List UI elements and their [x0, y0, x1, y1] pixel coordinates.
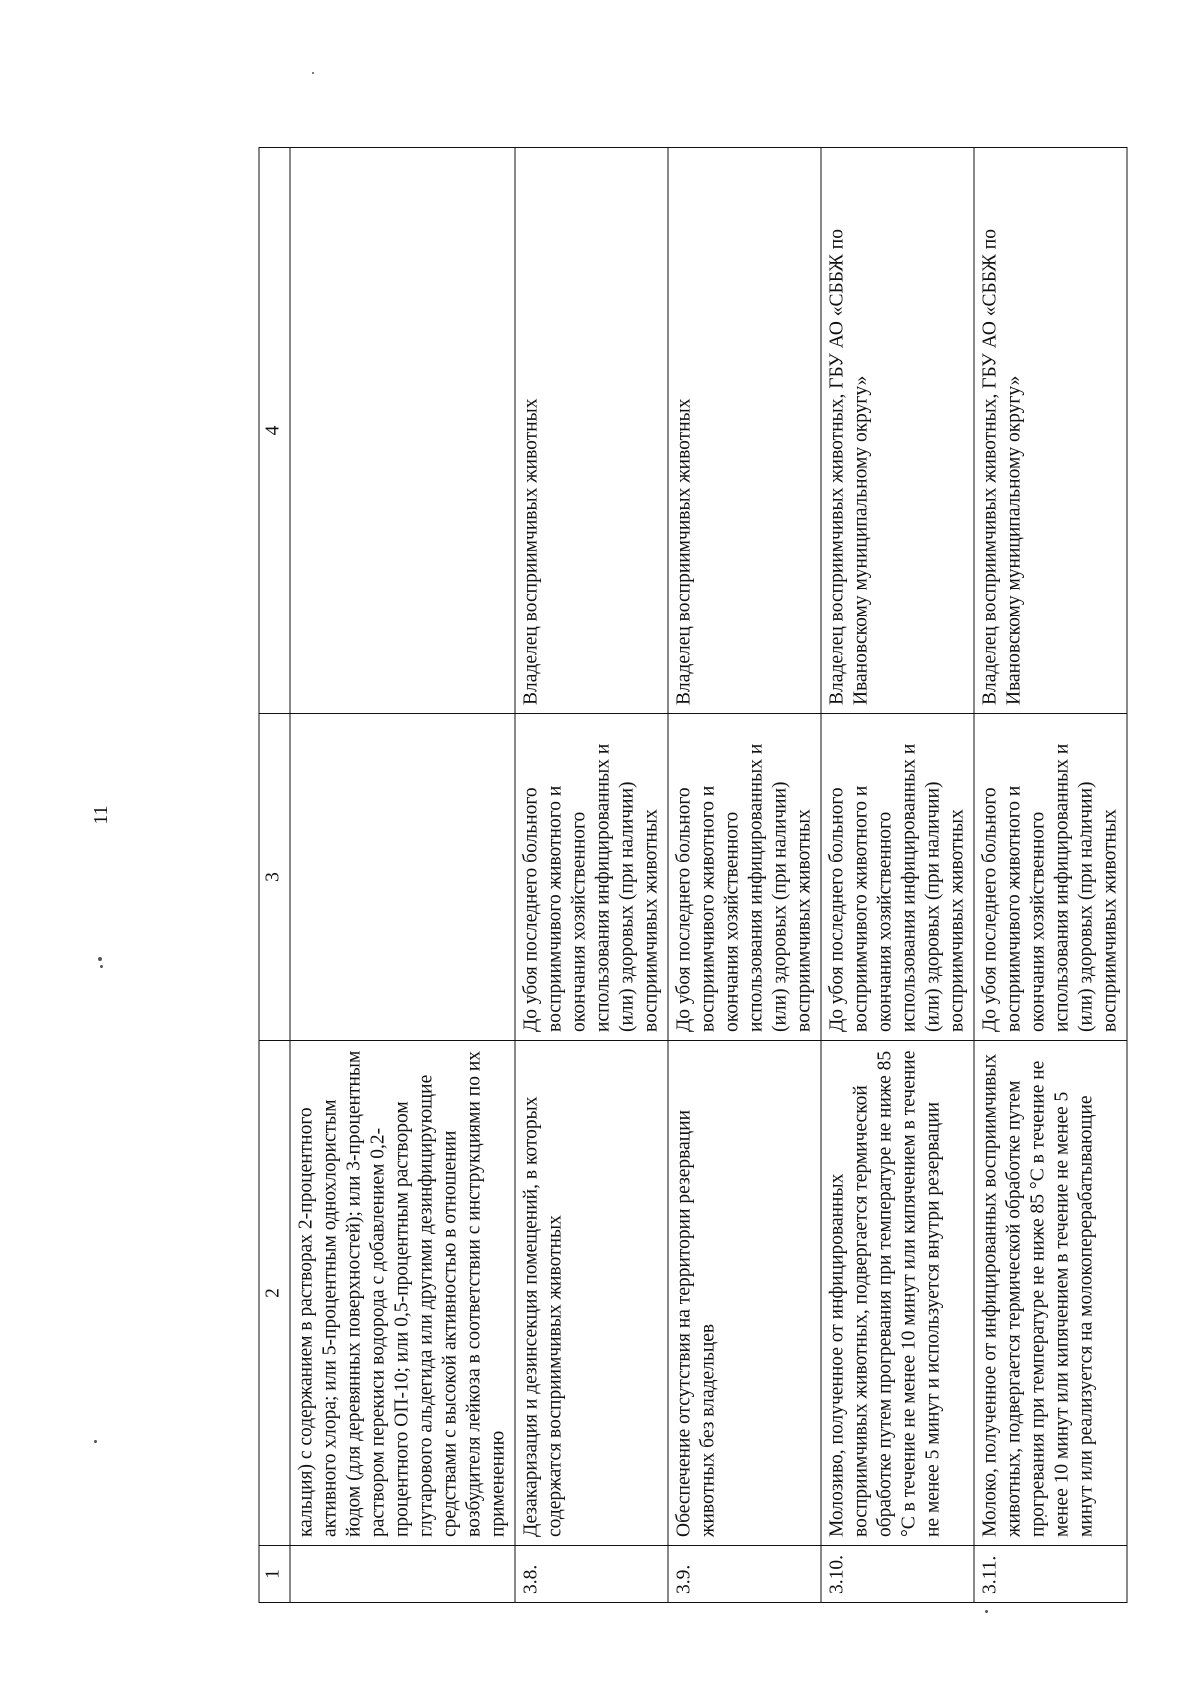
table-row: [668, 148, 821, 1603]
measure-cell: Молозиво, полученное от инфицированных восприимчивых животных, подвергается термической обработке путем прогревания при температуре не ниже 85 °С в течение не менее 10 минут или кипячением в течение не менее 5 минут и используется внутри резервации: [821, 1041, 974, 1546]
deadline-cell: До убоя последнего больного восприимчивого животного и окончания хозяйственного использования инфицированных и (или) здоровых (при наличии) восприимчивых животных: [821, 714, 974, 1041]
row-number: [290, 1546, 515, 1603]
column-header-3: 3: [259, 714, 290, 1041]
column-header-2: 2: [259, 1041, 290, 1546]
row-number: 3.10.: [821, 1546, 974, 1603]
table-header-row: [259, 148, 290, 1603]
deadline-cell: До убоя последнего больного восприимчивого животного и окончания хозяйственного использования инфицированных и (или) здоровых (при наличии) восприимчивых животных: [974, 714, 1127, 1041]
deadline-cell: [290, 714, 515, 1041]
scan-speck: [100, 965, 103, 968]
responsible-cell: [290, 148, 515, 714]
measure-cell: Молоко, полученное от инфицированных восприимчивых животных, подвергается термической обработке путем прогревания при температуре не ниже 85 °С в течение не менее 10 минут или кипячением в течение не менее 5 минут или реализуется на молокоперерабатывающие: [974, 1041, 1127, 1546]
scan-speck: [312, 72, 314, 74]
row-number: 3.8.: [515, 1546, 668, 1603]
measures-table: [259, 147, 1128, 1603]
responsible-cell: Владелец восприимчивых животных, ГБУ АО «СББЖ по Ивановскому муниципальному округу»: [821, 148, 974, 714]
table-row: [974, 148, 1127, 1603]
table-row: [515, 148, 668, 1603]
table-row: [290, 148, 515, 1603]
responsible-cell: Владелец восприимчивых животных, ГБУ АО «СББЖ по Ивановскому муниципальному округу»: [974, 148, 1127, 714]
scan-speck: [94, 1440, 97, 1443]
deadline-cell: До убоя последнего больного восприимчивого животного и окончания хозяйственного использования инфицированных и (или) здоровых (при наличии) восприимчивых животных: [668, 714, 821, 1041]
row-number: 3.9.: [668, 1546, 821, 1603]
deadline-cell: До убоя последнего больного восприимчивого животного и окончания хозяйственного использования инфицированных и (или) здоровых (при наличии) восприимчивых животных: [515, 714, 668, 1041]
measure-cell: Дезакаризация и дезинсекция помещений, в которых содержатся восприимчивых животных: [515, 1041, 668, 1546]
measure-cell: Обеспечение отсутствия на территории резервации животных без владельцев: [668, 1041, 821, 1546]
scan-speck: [985, 1610, 988, 1613]
table-row: [821, 148, 974, 1603]
page-number: 11: [90, 805, 112, 825]
responsible-cell: Владелец восприимчивых животных: [668, 148, 821, 714]
measure-cell: кальция) с содержанием в растворах 2-процентного активного хлора; или 5-процентным однохлористым йодом (для деревянных поверхностей); или 3-процентным раствором перекиси водорода с добавлением 0,2-процентного ОП-10; или 0,5-процентным раствором глутарового альдегида или другими дезинфицирующие средствами с высокой активностью в отношении возбудителя лейкоза в соответствии с инструкциями по их применению: [290, 1041, 515, 1546]
scan-speck: [98, 957, 102, 961]
row-number: 3.11.: [974, 1546, 1127, 1603]
responsible-cell: Владелец восприимчивых животных: [515, 148, 668, 714]
column-header-4: 4: [259, 148, 290, 714]
column-header-1: 1: [259, 1546, 290, 1603]
